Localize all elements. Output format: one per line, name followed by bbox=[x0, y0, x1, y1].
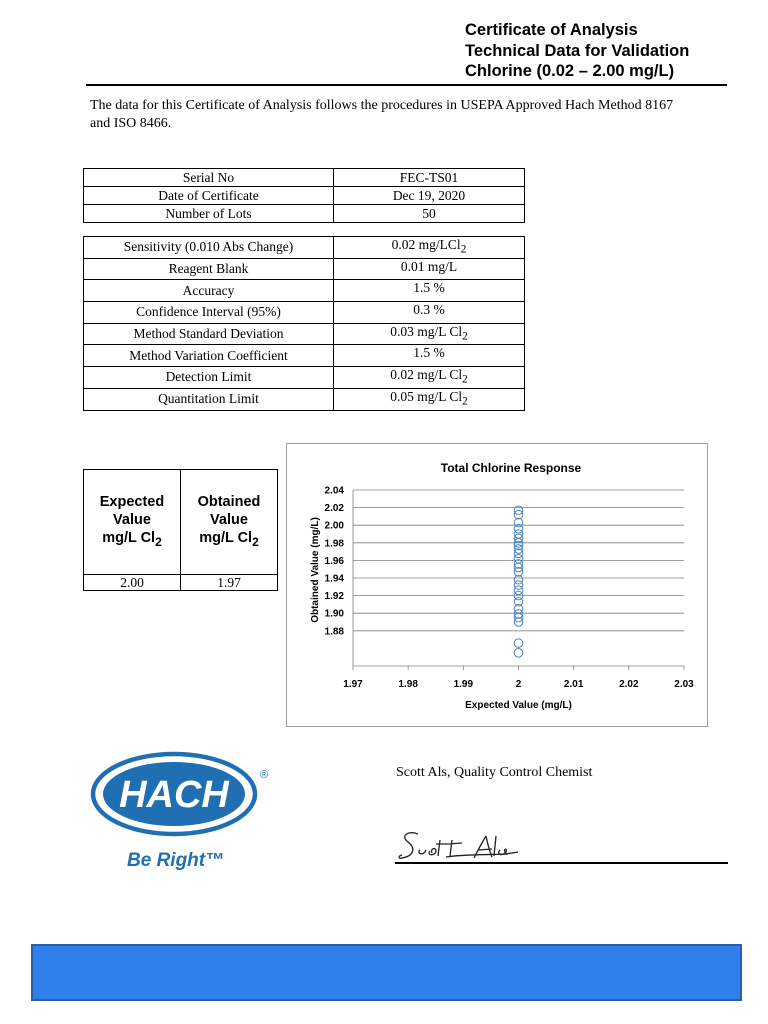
handwritten-signature bbox=[396, 824, 536, 864]
table-row bbox=[84, 205, 525, 223]
table-row bbox=[84, 470, 278, 575]
spec-subscript: 2 bbox=[462, 395, 468, 408]
spec-value: 0.05 mg/L Cl bbox=[390, 388, 463, 404]
logo-tagline: Be Right™ bbox=[127, 850, 225, 871]
header-unit-subscript: 2 bbox=[252, 534, 259, 549]
spec-label: Detection Limit bbox=[84, 367, 334, 389]
info-value: 50 bbox=[334, 205, 525, 223]
header-title: Certificate of Analysis bbox=[465, 21, 638, 39]
spec-value-cell bbox=[334, 237, 525, 259]
spec-label: Method Variation Coefficient bbox=[84, 345, 334, 367]
signer-name-title: Scott Als, Quality Control Chemist bbox=[396, 765, 593, 780]
spec-label: Method Standard Deviation bbox=[84, 323, 334, 345]
spec-label: Quantitation Limit bbox=[84, 388, 334, 410]
header-line: Obtained bbox=[197, 494, 261, 511]
header-subtitle: Technical Data for Validation bbox=[465, 41, 690, 60]
table-row bbox=[84, 367, 525, 389]
x-tick-label: 1.97 bbox=[343, 679, 363, 690]
table-row bbox=[84, 280, 525, 302]
y-tick-label: 1.90 bbox=[324, 608, 344, 620]
spec-label: Confidence Interval (95%) bbox=[84, 302, 334, 324]
spec-value-cell bbox=[334, 280, 525, 302]
certificate-info-table bbox=[83, 168, 525, 223]
spec-subscript: 2 bbox=[460, 243, 467, 256]
spec-label: Accuracy bbox=[84, 280, 334, 302]
x-tick-label: 2.01 bbox=[563, 679, 584, 690]
x-tick-label: 1.98 bbox=[398, 679, 418, 690]
info-label: Date of Certificate bbox=[84, 187, 334, 205]
obtained-value-header bbox=[181, 470, 278, 575]
header-unit bbox=[181, 529, 277, 551]
x-tick-label: 2.03 bbox=[674, 679, 694, 690]
spec-label: Sensitivity (0.010 Abs Change) bbox=[84, 237, 334, 259]
y-tick-label: 2.02 bbox=[324, 503, 344, 515]
info-value: Dec 19, 2020 bbox=[334, 187, 525, 205]
y-axis-label: Obtained Value (mg/L) bbox=[310, 517, 321, 623]
y-tick-label: 1.88 bbox=[324, 626, 344, 638]
table-row bbox=[84, 258, 525, 280]
chlorine-response-chart bbox=[286, 443, 708, 727]
y-tick-label: 2.00 bbox=[324, 520, 344, 532]
spec-value-cell bbox=[334, 345, 525, 367]
chart-title: Total Chlorine Response bbox=[440, 461, 582, 475]
table-row bbox=[84, 169, 525, 187]
x-tick-label: 2.02 bbox=[619, 679, 639, 690]
spec-value-cell bbox=[334, 323, 525, 345]
spec-value: 0.01 mg/L bbox=[400, 258, 458, 274]
spec-value-cell bbox=[334, 302, 525, 324]
method-spec-table bbox=[83, 236, 525, 411]
table-row bbox=[84, 388, 525, 410]
data-point bbox=[514, 581, 523, 590]
header-unit-subscript: 2 bbox=[155, 534, 162, 549]
spec-value-cell bbox=[334, 367, 525, 389]
header-line: Value bbox=[210, 512, 248, 529]
data-point bbox=[514, 575, 523, 584]
data-point bbox=[514, 639, 523, 648]
header-analyte: Chlorine (0.02 – 2.00 mg/L) bbox=[465, 62, 675, 80]
y-tick-label: 1.96 bbox=[324, 555, 344, 567]
obtained-value: 1.97 bbox=[181, 575, 278, 591]
header-divider bbox=[86, 84, 727, 86]
result-table bbox=[83, 469, 278, 591]
data-point bbox=[514, 649, 523, 658]
data-point bbox=[514, 586, 523, 595]
spec-value-cell bbox=[334, 258, 525, 280]
data-point bbox=[514, 554, 523, 563]
logo-registered-mark: ® bbox=[260, 769, 269, 781]
intro-paragraph: The data for this Certificate of Analysis follows the procedures in USEPA Approved Hach Method 8167 and ISO 8466. bbox=[90, 98, 674, 131]
info-value: FEC-TS01 bbox=[334, 169, 525, 187]
y-tick-label: 1.92 bbox=[324, 591, 344, 603]
header-unit bbox=[84, 529, 180, 551]
expected-value-header bbox=[84, 470, 181, 575]
spec-subscript: 2 bbox=[462, 330, 468, 343]
y-tick-label: 1.94 bbox=[324, 573, 344, 585]
table-row bbox=[84, 187, 525, 205]
header-unit-text: mg/L Cl bbox=[199, 530, 253, 547]
header-line: Expected bbox=[99, 494, 165, 511]
x-axis-label: Expected Value (mg/L) bbox=[465, 700, 572, 711]
table-row bbox=[84, 237, 525, 259]
expected-value: 2.00 bbox=[84, 575, 181, 591]
spec-subscript: 2 bbox=[462, 373, 468, 386]
table-row bbox=[84, 323, 525, 345]
y-tick-label: 1.98 bbox=[324, 538, 344, 550]
spec-label: Reagent Blank bbox=[84, 258, 334, 280]
table-row bbox=[84, 302, 525, 324]
spec-value-cell bbox=[334, 388, 525, 410]
spec-value: 1.5 % bbox=[413, 280, 445, 296]
x-tick-label: 2 bbox=[515, 679, 522, 690]
table-row bbox=[84, 345, 525, 367]
spec-value: 0.02 mg/L Cl bbox=[390, 367, 463, 383]
chart-canvas bbox=[287, 444, 707, 726]
spec-value: 1.5 % bbox=[413, 345, 445, 361]
hach-logo bbox=[88, 750, 272, 875]
y-tick-label: 2.04 bbox=[324, 485, 344, 497]
spec-value: 0.3 % bbox=[413, 302, 445, 318]
table-row bbox=[84, 575, 278, 591]
spec-value: 0.02 mg/LCl bbox=[391, 237, 461, 252]
footer-bar bbox=[31, 944, 742, 1001]
header-unit-text: mg/L Cl bbox=[102, 530, 156, 547]
document-header bbox=[465, 20, 689, 82]
info-label: Serial No bbox=[84, 169, 334, 187]
x-tick-label: 1.99 bbox=[453, 679, 474, 690]
info-label: Number of Lots bbox=[84, 205, 334, 223]
spec-value: 0.03 mg/L Cl bbox=[390, 323, 463, 339]
signature-line bbox=[395, 862, 728, 864]
data-point bbox=[514, 524, 523, 533]
header-line: Value bbox=[113, 512, 151, 529]
logo-brand-text: HACH bbox=[119, 774, 229, 816]
